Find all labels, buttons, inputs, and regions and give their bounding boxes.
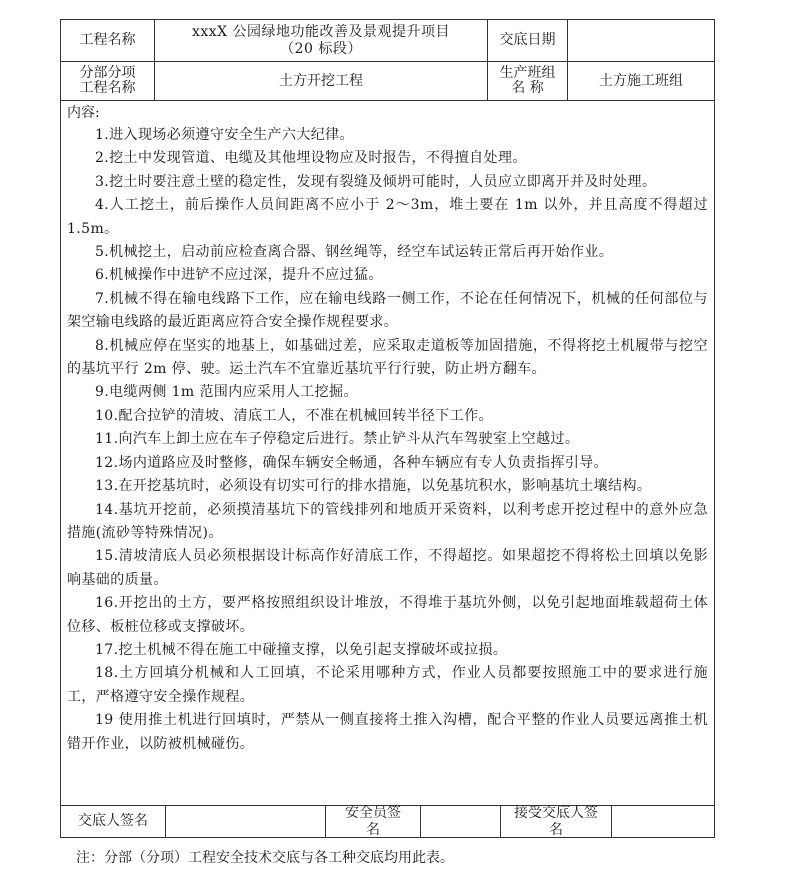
header-row-2 — [61, 62, 714, 101]
content-item-10: 10.配合拉铲的清坡、清底工人，不准在机械回转半径下工作。 — [95, 407, 493, 424]
discloser-signature-field[interactable] — [166, 806, 326, 837]
subdivision-value: 土方开挖工程 — [155, 62, 488, 100]
content-item-6: 6.机械操作中进铲不应过深，提升不应过猛。 — [95, 267, 383, 284]
content-item-14: 14.基坑开挖前，必须摸清基坑下的管线排列和地质开采资料，以利考虑开挖过程中的意外应急措施(流砂等特殊情况)。 — [67, 501, 708, 541]
safety-officer-signature-label: 安全员签名 — [326, 806, 421, 837]
team-value: 土方施工班组 — [599, 72, 683, 89]
footer-note: 注：分部（分项）工程安全技术交底与各工种交底均用此表。 — [76, 850, 454, 866]
content-section — [61, 101, 714, 806]
content-item-16: 16.开挖出的土方，要严格按照组织设计堆放，不得堆于基坑外侧，以免引起地面堆载超荷土体位移、板桩位移或支撑破坏。 — [67, 595, 708, 635]
content-item-9: 9.电缆两侧 1m 范围内应采用人工挖掘。 — [95, 384, 358, 401]
content-item-3: 3.挖土时要注意土壁的稳定性，发现有裂缝及倾坍可能时，人员应立即离开并及时处理。 — [95, 173, 657, 190]
content-item-5: 5.机械挖土，启动前应检查离合器、钢丝绳等，经空车试运转正常后再开始作业。 — [95, 244, 614, 261]
receiver-signature-label: 接受交底人签名 — [501, 806, 612, 837]
signature-row — [61, 806, 714, 837]
header-row-1 — [61, 20, 714, 62]
content-item-2: 2.挖土中发现管道、电缆及其他埋设物应及时报告，不得擅自处理。 — [95, 150, 527, 167]
receiver-signature-field[interactable] — [612, 806, 714, 837]
content-item-11: 11.向汽车上卸土应在车子停稳定后进行。禁止铲斗从汽车驾驶室上空越过。 — [95, 431, 580, 448]
discloser-signature-label: 交底人签名 — [61, 806, 166, 837]
handover-date-label: 交底日期 — [488, 20, 568, 61]
content-item-4: 4.人工挖土，前后操作人员间距离不应小于 2～3m，堆土要在 1m 以外，并且高度不得超过 1.5m。 — [67, 197, 708, 237]
handover-date-value — [568, 20, 714, 61]
subdivision-label: 分部分项工程名称 — [61, 62, 155, 100]
content-item-7: 7.机械不得在输电线路下工作，应在输电线路一侧工作，不论在任何情况下，机械的任何部位与架空输电线路的最近距离应符合安全操作规程要求。 — [67, 290, 708, 331]
disclosure-form — [60, 19, 715, 838]
team-label: 生产班组名 称 — [488, 62, 568, 100]
content-item-12: 12.场内道路应及时整修，确保车辆安全畅通，各种车辆应有专人负责指挥引导。 — [95, 454, 609, 471]
content-item-13: 13.在开挖基坑时，必须设有切实可行的排水措施，以免基坑积水，影响基坑土壤结构。 — [95, 478, 652, 495]
content-label: 内容: — [67, 105, 100, 121]
content-item-1: 1.进入现场必须遵守安全生产六大纪律。 — [95, 127, 354, 143]
project-name-value: xxxX 公园绿地功能改善及景观提升项目（20 标段） — [155, 20, 488, 61]
content-items — [67, 124, 708, 756]
content-item-18: 18.土方回填分机械和人工回填，不论采用哪种方式，作业人员都要按照施工中的要求进行施工，严格遵守安全操作规程。 — [67, 665, 708, 705]
content-item-19: 19 使用推土机进行回填时，严禁从一侧直接将土推入沟槽，配合平整的作业人员要远离推土机错开作业，以防被机械碰伤。 — [67, 712, 708, 752]
content-item-15: 15.清坡清底人员必须根据设计标高作好清底工作，不得超挖。如果超挖不得将松土回填以免影响基础的质量。 — [67, 548, 708, 588]
safety-officer-signature-field[interactable] — [421, 806, 501, 837]
content-item-17: 17.挖土机械不得在施工中碰撞支撑，以免引起支撑破坏或拉损。 — [95, 641, 508, 658]
content-item-8: 8.机械应停在坚实的地基上，如基础过差，应采取走道板等加固措施，不得将挖土机履带与挖空的基坑平行 2m 停、驶。运土汽车不宜靠近基坑平行行驶，防止坍方翻车。 — [67, 337, 708, 378]
project-name-label: 工程名称 — [61, 20, 155, 61]
